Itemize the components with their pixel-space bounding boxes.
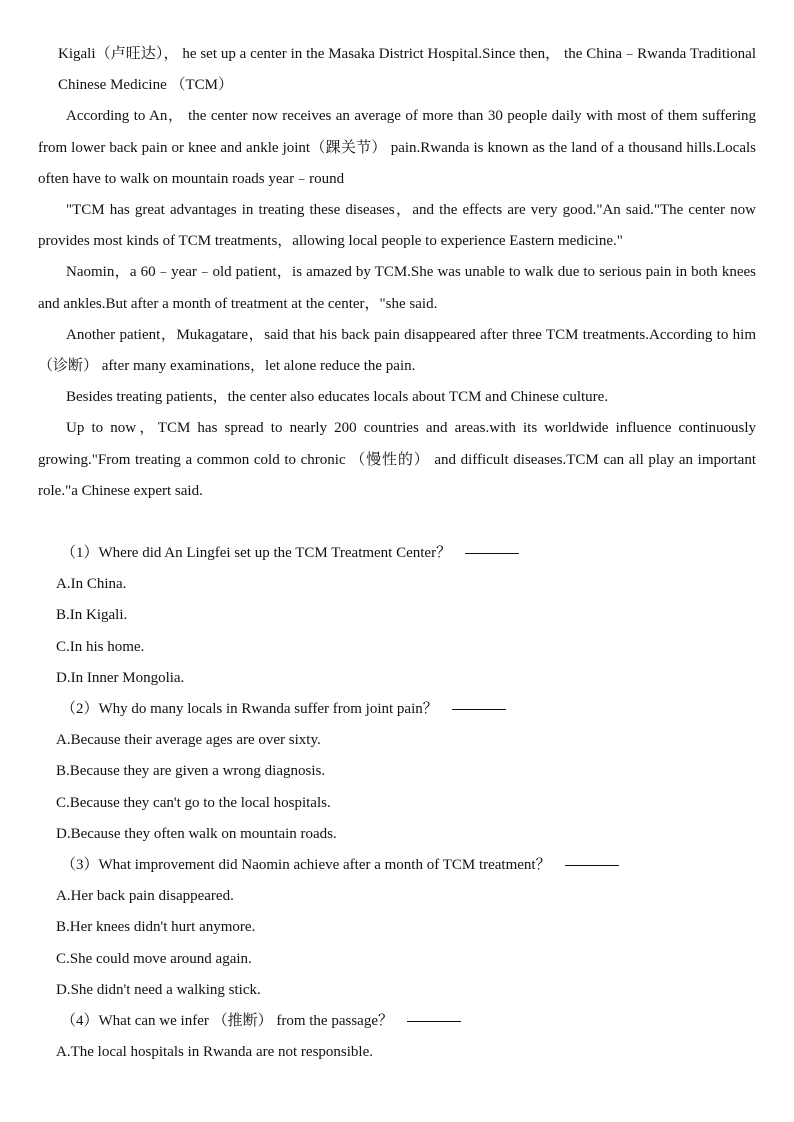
answer-option: D.She didn't need a walking stick. [56, 981, 261, 998]
answer-option: B.Because they are given a wrong diagnosis. [56, 763, 326, 780]
question-list [56, 538, 756, 1068]
passage-paragraph-2: According to An， the center now receives an average of more than 30 people daily with most of them suffering from lower back pain or knee and ankle joint（踝关节） pain.Rwanda is known as the land of a thousand hills.Locals often have to walk on mountain roads year﹣round [38, 108, 756, 187]
answer-option: A.In China. [56, 576, 127, 593]
question-1 [56, 538, 756, 694]
passage-paragraph-7: Up to now，TCM has spread to nearly 200 countries and areas.with its worldwide influence continuously growing."From treating a common cold to chronic （慢性的） and difficult diseases.TCM can all play an important role."a Chinese expert said. [38, 420, 756, 499]
reading-passage [38, 39, 756, 507]
answer-option: A.Because their average ages are over sixty. [56, 732, 321, 749]
answer-option: C.Because they can't go to the local hospitals. [56, 794, 331, 811]
answer-option: B.Her knees didn't hurt anymore. [56, 919, 256, 936]
passage-paragraph-6: Besides treating patients，the center also educates locals about TCM and Chinese culture. [66, 389, 609, 406]
answer-blank [407, 1020, 461, 1022]
answer-option: A.Her back pain disappeared. [56, 888, 234, 905]
answer-blank [565, 864, 619, 866]
answer-option: D.Because they often walk on mountain roads. [56, 825, 337, 842]
answer-blank [452, 708, 506, 710]
passage-paragraph-5: Another patient，Mukagatare，said that his back pain disappeared after three TCM treatments.According to him（诊断） after many examinations，let alone reduce the pain. [38, 326, 756, 375]
answer-option: C.She could move around again. [56, 950, 252, 967]
question-4 [56, 1006, 756, 1068]
passage-paragraph-3: "TCM has great advantages in treating these diseases，and the effects are very good."An said."The center now provides most kinds of TCM treatments，allowing local people to experience Eastern medicine." [38, 202, 756, 250]
answer-option: A.The local hospitals in Rwanda are not responsible. [56, 1044, 374, 1061]
answer-option: B.In Kigali. [56, 607, 128, 624]
passage-paragraph-4: Naomin，a 60﹣year﹣old patient，is amazed by TCM.She was unable to walk due to serious pain in both knees and ankles.But after a month of treatment at the center，"she said. [38, 264, 756, 312]
answer-blank [465, 552, 519, 554]
question-stem: （4）What can we infer （推断） from the passage？ [56, 1006, 756, 1037]
question-2 [56, 694, 756, 850]
answer-option: C.In his home. [56, 638, 145, 655]
question-stem: （2）Why do many locals in Rwanda suffer from joint pain？ [56, 694, 756, 725]
answer-option: D.In Inner Mongolia. [56, 669, 185, 686]
question-stem: （1）Where did An Lingfei set up the TCM Treatment Center？ [56, 538, 756, 569]
question-stem: （3）What improvement did Naomin achieve after a month of TCM treatment？ [56, 850, 756, 881]
question-3 [56, 850, 756, 1006]
passage-paragraph-1: Kigali（卢旺达）， he set up a center in the Masaka District Hospital.Since then， the China﹣Rwanda Traditional Chinese Medicine （TCM） [58, 46, 756, 94]
